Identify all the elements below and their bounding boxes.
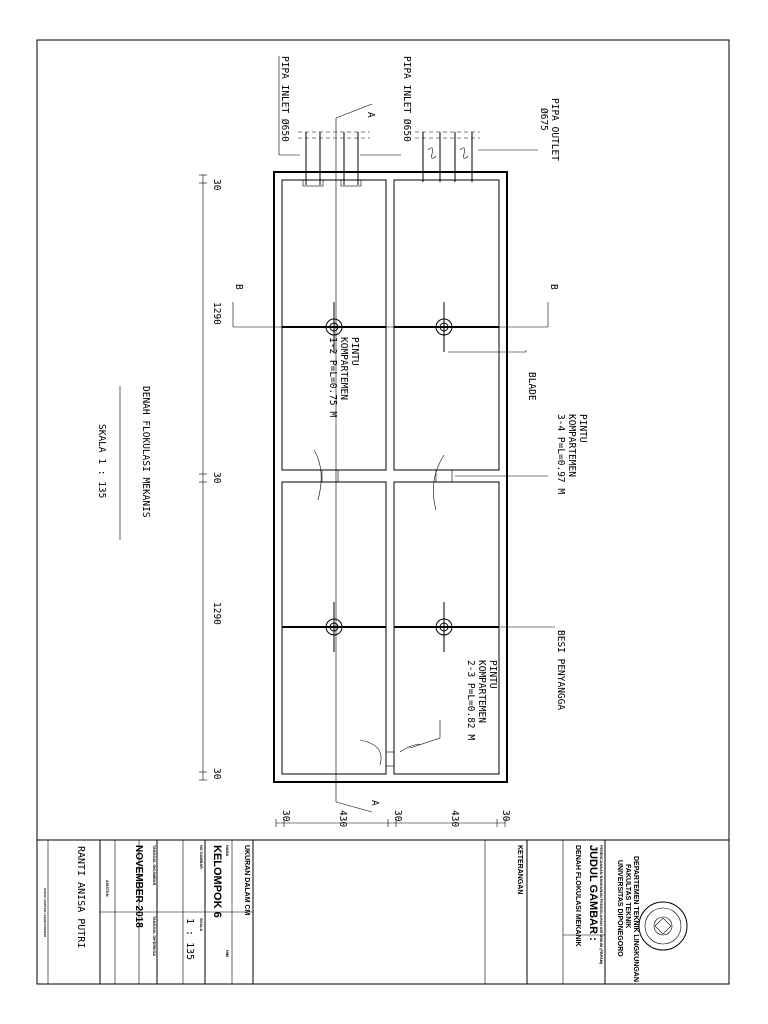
svg-text:2-3 P=L=0.82 M: 2-3 P=L=0.82 M	[465, 660, 476, 741]
svg-text:KOMPARTEMEN: KOMPARTEMEN	[566, 414, 577, 477]
tanggal-digambar-label: TANGGAL DIGAMBAR	[152, 845, 156, 886]
section-b-right-label: B	[548, 284, 559, 290]
skala-label: SKALA	[199, 918, 203, 932]
svg-text:30: 30	[500, 810, 511, 822]
outlet-pipes	[415, 132, 480, 182]
undip-logo-icon	[639, 902, 687, 950]
judul-label: JUDUL GAMBAR :	[587, 845, 599, 941]
title-block	[43, 840, 687, 984]
no-gambar-label: NO GAMBAR	[199, 845, 203, 869]
svg-text:KOMPARTEMEN: KOMPARTEMEN	[476, 660, 487, 723]
section-a-top-label: A	[365, 112, 376, 118]
svg-text:1-2 P=L=0.75 M: 1-2 P=L=0.75 M	[327, 337, 338, 418]
svg-text:430: 430	[449, 810, 460, 828]
asisten-value: RANTI ANISA PUTRI	[75, 846, 86, 949]
section-b-left-label: B	[233, 284, 244, 290]
plan-scale: SKALA 1 : 135	[96, 424, 107, 499]
tanggal-diperiksa-label: TANGGAL DIPERIKSA	[152, 916, 156, 957]
svg-text:BLADE: BLADE	[526, 372, 537, 401]
svg-text:30: 30	[280, 810, 291, 822]
svg-text:BESI PENYANGGA: BESI PENYANGGA	[555, 630, 566, 711]
blade-label	[448, 350, 537, 401]
svg-text:PINTU: PINTU	[577, 414, 588, 443]
nama-label: NAMA	[225, 845, 229, 857]
svg-text:30: 30	[211, 768, 222, 780]
pipe-outlet-label-1: PIPA OUTLET	[549, 98, 560, 161]
nama-value: KELOMPOK 6	[211, 845, 223, 918]
svg-text:KOMPARTEMEN: KOMPARTEMEN	[338, 337, 349, 400]
section-a-bottom-label: A	[369, 800, 380, 806]
pipe-outlet-label-2: Ø675	[538, 108, 549, 131]
dept-line-1: DEPARTEMEN TEKNIK LINGKUNGAN	[632, 856, 639, 982]
plan-title: DENAH FLOKULASI MEKANIS	[140, 386, 151, 518]
project-title: PERENCANAAN BANGUNAN PENGOLAHAN AIR MINUM (PBPAM)	[599, 845, 603, 965]
door-label-2-3	[410, 660, 498, 748]
dimension-horizontal	[199, 175, 222, 780]
pipe-inlet-label-1: PIPA INLET Ø650	[279, 56, 290, 142]
asisten-label: ASISTEN	[105, 880, 109, 897]
svg-text:430: 430	[337, 810, 348, 828]
dept-line-3: UNIVERSITAS DIPONEGORO	[616, 860, 623, 957]
door-label-1-2	[327, 337, 360, 417]
paraf-label: PARAF ASISTEN LABORATORIUM	[43, 888, 47, 938]
keterangan-label: KETERANGAN	[516, 845, 523, 895]
flow-arrow-2-3-a	[360, 740, 381, 765]
svg-text:1290: 1290	[211, 602, 222, 625]
nim-label: NIM	[225, 950, 229, 957]
svg-text:PINTU: PINTU	[487, 660, 498, 689]
skala-value: 1 : 135	[184, 918, 195, 961]
besi-penyangga-label	[500, 627, 566, 710]
judul-value: DENAH FLOKULASI MEKANIK	[574, 845, 581, 947]
inlet-pipes	[298, 132, 370, 186]
svg-text:30: 30	[211, 179, 222, 191]
dept-line-2: FAKULTAS TEKNIK	[624, 864, 631, 929]
flow-arrow-1-2	[314, 450, 321, 500]
dimension-vertical	[276, 810, 511, 827]
svg-text:30: 30	[211, 472, 222, 484]
tanggal-digambar-value: NOVEMBER 2018	[133, 845, 144, 928]
svg-text:30: 30	[392, 810, 403, 822]
svg-text:PINTU: PINTU	[349, 337, 360, 366]
svg-text:3-4 P=L=0.97 M: 3-4 P=L=0.97 M	[555, 414, 566, 495]
svg-text:1290: 1290	[211, 302, 222, 325]
flocculation-plan	[96, 56, 588, 827]
compartment-4	[394, 180, 499, 470]
pipe-inlet-label-2: PIPA INLET Ø650	[401, 56, 412, 142]
ukuran-label: UKURAN DALAM CM	[243, 845, 250, 916]
